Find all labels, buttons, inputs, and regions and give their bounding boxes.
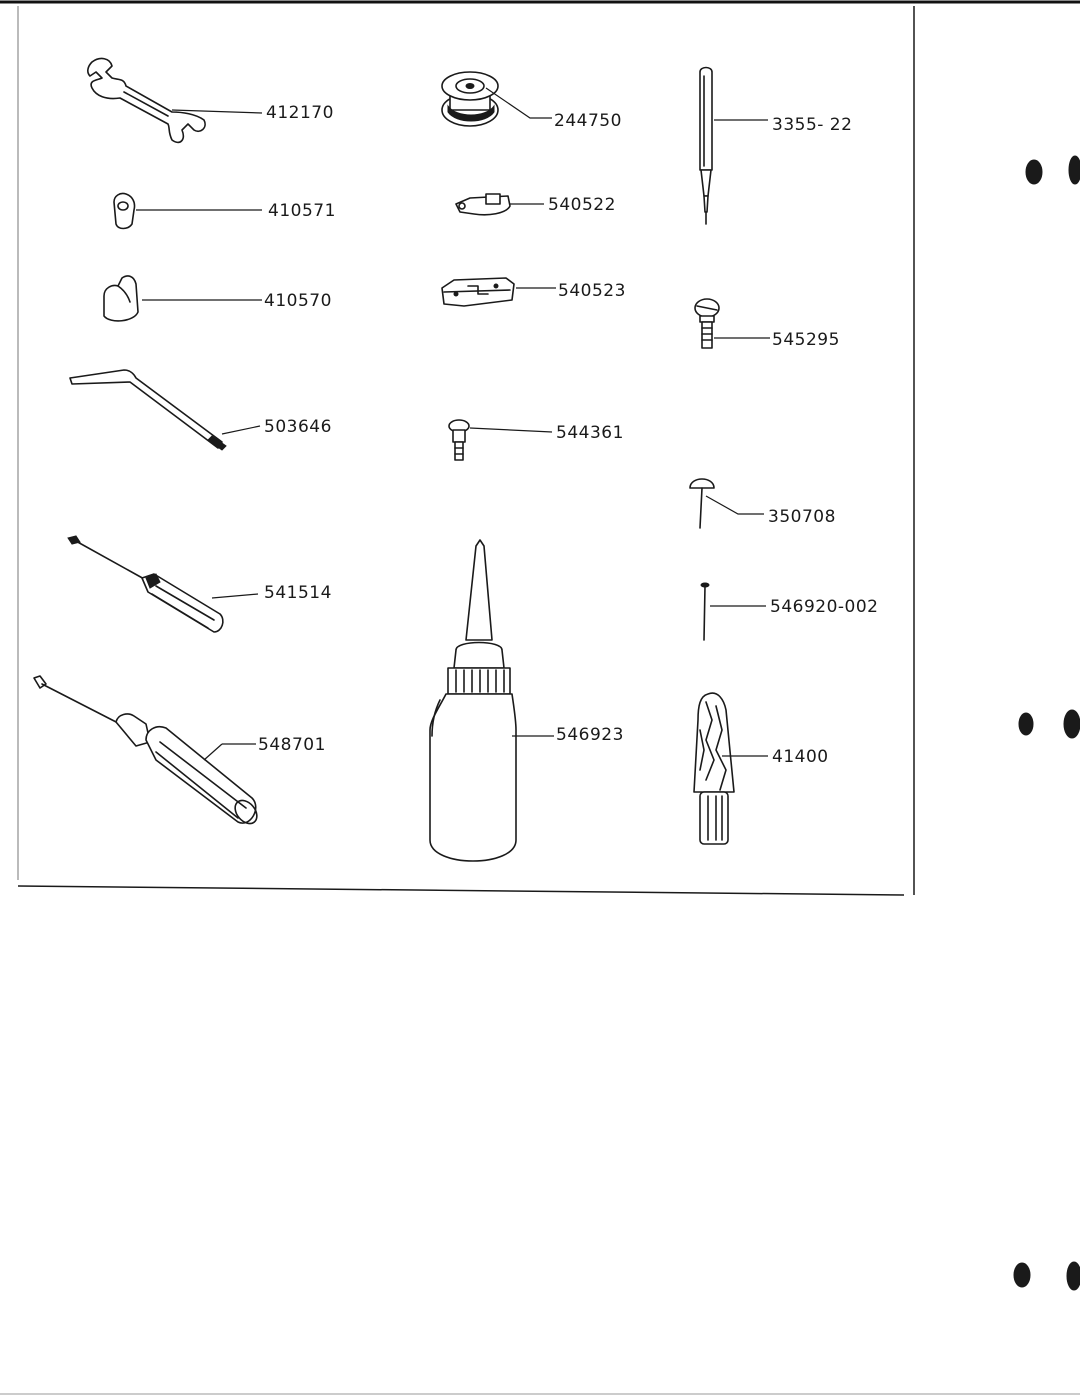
part-544361 [449,420,624,460]
part-number-label: 540522 [548,195,616,215]
part-410571 [114,193,336,228]
part-546923 [430,540,624,861]
binder-hole-icon [1069,156,1080,184]
part-number-label: 410570 [264,291,332,311]
thumb-screw-icon [449,420,469,460]
large-screwdriver-icon [34,676,261,828]
part-number-label: 503646 [264,417,332,437]
part-545295 [695,299,840,350]
pin-nail-icon [701,583,709,640]
part-503646 [70,370,332,450]
needle-icon [700,68,712,225]
binder-hole-icon [1019,713,1033,735]
allen-key-icon [70,370,226,450]
slotted-block-icon [442,278,514,306]
binder-hole-icon [1064,710,1080,738]
binder-hole-icon [1026,160,1042,184]
part-412170 [88,59,334,143]
part-number-label: 350708 [768,507,836,527]
pin-block-icon [456,194,510,215]
part-410570 [104,276,332,321]
bobbin-icon [442,72,498,126]
binder-hole-icon [1014,1263,1030,1287]
screw-cap-icon [114,193,135,228]
part-number-label: 3355- 22 [772,115,853,135]
part-number-label: 546923 [556,725,624,745]
part-540522 [456,194,616,215]
part-number-label: 548701 [258,735,326,755]
clip-holder-icon [104,276,138,321]
part-541514 [68,536,332,632]
part-number-label: 244750 [554,111,622,131]
part-number-label: 540523 [558,281,626,301]
part-41400 [694,693,829,844]
part-546920-002 [701,583,878,640]
spool-pin-icon [694,693,734,844]
part-350708 [690,479,836,528]
part-number-label: 544361 [556,423,624,443]
part-number-label: 546920-002 [770,597,879,617]
open-end-wrench-icon [88,59,205,143]
small-screwdriver-icon [68,536,223,632]
slotted-screw-icon [695,299,719,348]
part-3355-22 [700,68,852,225]
frame-bottom-border [18,886,904,895]
part-548701 [34,676,326,828]
part-244750 [442,72,622,131]
part-number-label: 410571 [268,201,336,221]
part-number-label: 541514 [264,583,332,603]
binder-hole-icon [1067,1262,1080,1290]
part-number-label: 545295 [772,330,840,350]
thumb-tack-icon [690,479,714,528]
binder-holes [1014,156,1080,1290]
part-number-label: 41400 [772,747,829,767]
part-540523 [442,278,626,306]
oil-bottle-icon [430,540,516,861]
part-number-label: 412170 [266,103,334,123]
